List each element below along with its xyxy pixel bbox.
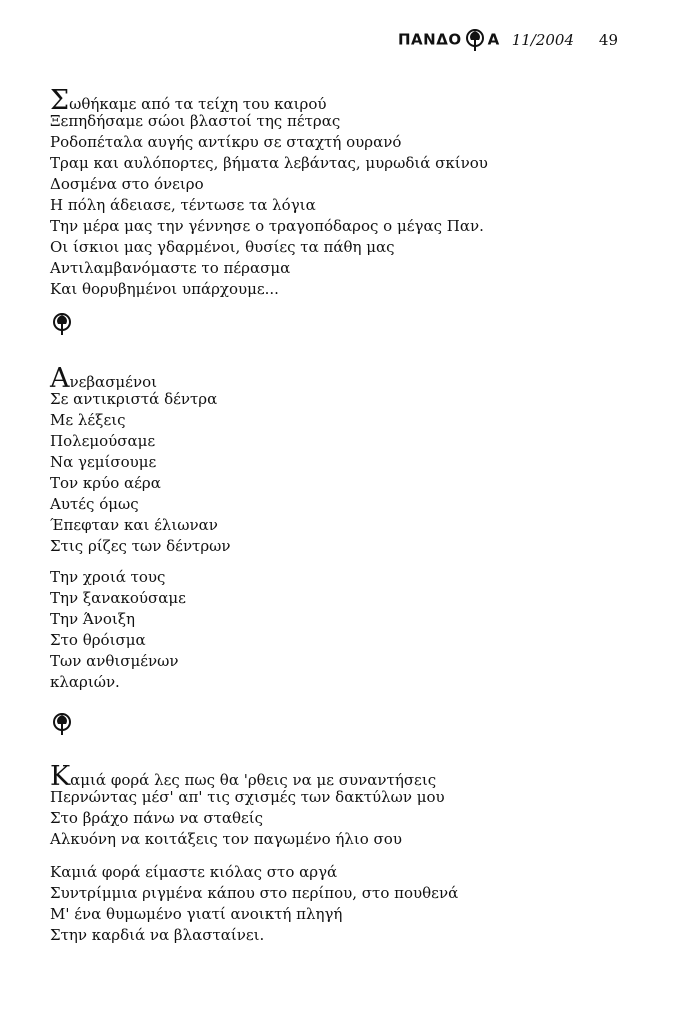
poem-line: Η πόλη άδειασε, τέντωσε τα λόγια — [50, 196, 316, 214]
poem-2-stanza-2 — [50, 567, 650, 693]
poem-line: Δοσμένα στο όνειρο — [50, 175, 204, 193]
poem-line: Ροδοπέταλα αυγής αντίκρυ σε σταχτή ουρανό — [50, 133, 402, 151]
poem-line: Πολεμούσαμε — [50, 432, 156, 450]
poem-line: Συντρίμμια ριγμένα κάπου στο περίπου, στο πουθενά — [50, 884, 459, 902]
poem-line: Και θορυβημένοι υπάρχουμε... — [50, 280, 279, 298]
poem-line: Τραμ και αυλόπορτες, βήματα λεβάντας, μυρωδιά σκίνου — [50, 154, 488, 172]
poem-line: Τον κρύο αέρα — [50, 474, 161, 492]
poem-line: Των ανθισμένων — [50, 652, 179, 670]
poem-line: Να γεμίσουμε — [50, 453, 157, 471]
magazine-title: ΠΑΝΔΟ Α — [398, 28, 500, 52]
poem-2 — [50, 363, 650, 557]
poem-3 — [50, 761, 650, 850]
poem-line: Μ' ένα θυμωμένο γιατί ανοικτή πληγή — [50, 905, 343, 923]
drop-initial: Κ — [50, 761, 71, 792]
poem-line: Περνώντας μέσ' απ' τις σχισμές των δακτύλων μου — [50, 788, 445, 806]
poem-line: Την ξανακούσαμε — [50, 589, 186, 607]
poem-line: Ξεπηδήσαμε σώοι βλαστοί της πέτρας — [50, 112, 341, 130]
poem-line: Την μέρα μας την γέννησε ο τραγοπόδαρος ο μέγας Παν. — [50, 217, 484, 235]
poem-line: Οι ίσκιοι μας γδαρμένοι, θυσίες τα πάθη μας — [50, 238, 395, 256]
poem-line: Στις ρίζες των δέντρων — [50, 537, 231, 555]
tree-in-circle-icon — [50, 312, 74, 336]
poem-line: Στο θρόισμα — [50, 631, 146, 649]
poem-line: Ανεβασμένοι — [50, 363, 157, 394]
poem-line: Με λέξεις — [50, 411, 126, 429]
poem-line: Καμιά φορά λες πως θα 'ρθεις να με συναντήσεις — [50, 761, 437, 792]
tree-in-circle-icon — [50, 712, 74, 736]
poem-line: Σε αντικριστά δέντρα — [50, 390, 218, 408]
poem-line: κλαριών. — [50, 673, 120, 691]
poem-line: Έπεφταν και έλιωναν — [50, 516, 218, 534]
issue-date: 11/2004 — [511, 31, 575, 49]
page-header — [398, 26, 618, 54]
tree-in-circle-icon — [463, 28, 487, 52]
poem-line: Καμιά φορά είμαστε κιόλας στο αργά — [50, 863, 338, 881]
page-number: 49 — [598, 31, 618, 49]
drop-initial: Α — [50, 363, 70, 394]
poem-1 — [50, 85, 650, 300]
poem-line: Σωθήκαμε από τα τείχη του καιρού — [50, 85, 327, 116]
poem-line: Την Άνοιξη — [50, 610, 135, 628]
poem-line: Αυτές όμως — [50, 495, 139, 513]
poem-line: Στην καρδιά να βλασταίνει. — [50, 926, 265, 944]
drop-initial: Σ — [50, 85, 70, 116]
poem-line: Την χροιά τους — [50, 568, 166, 586]
poem-line: Στο βράχο πάνω να σταθείς — [50, 809, 264, 827]
poem-line: Αντιλαμβανόμαστε το πέρασμα — [50, 259, 291, 277]
poem-line: Αλκυόνη να κοιτάξεις τον παγωμένο ήλιο σου — [50, 830, 402, 848]
poem-3-stanza-2 — [50, 862, 650, 946]
